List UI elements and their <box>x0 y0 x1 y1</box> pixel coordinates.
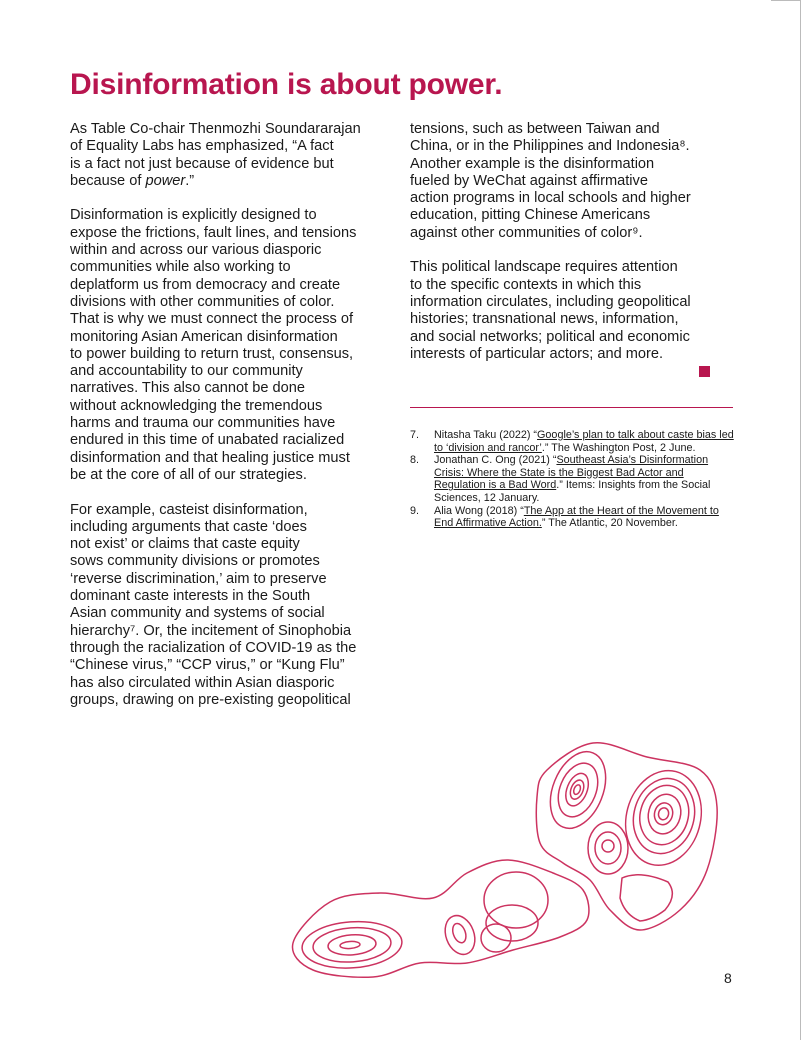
footnote-author: Alia Wong (2018) “ <box>434 504 524 517</box>
text-line: China, or in the Philippines and Indonesia⁸. <box>410 138 690 155</box>
footnote-author: Jonathan C. Ong (2021) “ <box>434 454 557 467</box>
footnote-link[interactable]: The App at the Heart of the Movement to End Affirmative Action. <box>434 504 719 530</box>
text-line: That is why we must connect the process of <box>70 311 354 328</box>
text-line: This political landscape requires attention <box>410 259 678 276</box>
text-line: through the racialization of COVID-19 as the <box>70 639 357 656</box>
end-mark-square <box>699 366 710 377</box>
text-line: histories; transnational news, information, <box>410 311 679 328</box>
text-line: action programs in local schools and higher <box>410 190 691 207</box>
footnote-source: .” The Washington Post, 2 June. <box>541 441 696 454</box>
footnote-divider <box>410 407 733 408</box>
contour-ring <box>440 911 480 958</box>
contour-ring <box>551 757 605 822</box>
text-line: and social networks; political and economic <box>410 328 690 345</box>
text-line: education, pitting Chinese Americans <box>410 207 651 224</box>
contour-ring <box>620 875 672 921</box>
text-line: endured in this time of unabated racialized <box>70 432 345 449</box>
text-line: communities while also working to <box>70 259 291 276</box>
left-column <box>70 121 361 709</box>
text-line: As Table Co-chair Thenmozhi Soundararajan <box>70 121 361 137</box>
contour-ring <box>595 832 621 864</box>
text-line: to the specific contexts in which this <box>410 276 642 293</box>
footnote-source: ” The Atlantic, 20 November. <box>541 517 678 530</box>
contour-ring <box>484 872 548 928</box>
text-line: expose the frictions, fault lines, and tensions <box>70 224 357 241</box>
footnote-7 <box>410 429 734 454</box>
paragraph-casteist-example <box>70 502 361 710</box>
text-line: information circulates, including geopolitical <box>410 293 691 310</box>
contour-map-illustration <box>280 730 740 990</box>
text-line: against other communities of color⁹. <box>410 224 643 241</box>
footnote-8 <box>410 454 734 504</box>
footnote-source: .” Items: Insights from the Social Sciences, 12 January. <box>434 479 711 504</box>
text-line: hierarchy⁷. Or, the incitement of Sinophobia <box>70 622 352 639</box>
contour-ring <box>644 791 685 838</box>
footnote-number: 9. <box>410 504 420 517</box>
footnote-link[interactable]: Southeast Asia’s Disinformation Crisis: Where the State is the Biggest Bad Actor and Regulation is a Bad Word <box>434 454 709 492</box>
emphasis-power: power <box>145 172 186 189</box>
footnotes <box>410 429 734 530</box>
paragraph-tensions <box>410 121 691 242</box>
text-line: For example, casteist disinformation, <box>70 501 308 518</box>
text-line: of Equality Labs has emphasized, “A fact <box>70 138 334 155</box>
contour-ring <box>572 784 581 796</box>
footnote-author: Nitasha Taku (2022) “ <box>434 429 538 441</box>
text-line: narratives. This also cannot be done <box>70 380 305 397</box>
paragraph-political-landscape <box>410 259 691 363</box>
text-line: without acknowledging the tremendous <box>70 397 323 414</box>
text-line: disinformation and that healing justice must <box>70 449 350 466</box>
footnote-9 <box>410 505 734 530</box>
text-segment: because of <box>70 172 146 189</box>
text-line: has also circulated within Asian diasporic <box>70 674 335 691</box>
text-segment: .” <box>185 172 195 189</box>
text-line: dominant caste interests in the South <box>70 588 311 605</box>
text-line: be at the core of all of our strategies. <box>70 466 307 483</box>
text-line: including arguments that caste ‘does <box>70 518 307 535</box>
text-line: sows community divisions or promotes <box>70 553 320 570</box>
text-line: groups, drawing on pre-existing geopolitical <box>70 691 351 708</box>
text-line: is a fact not just because of evidence but <box>70 155 334 172</box>
footnote-number: 7. <box>410 429 420 441</box>
contour-ring <box>312 925 392 964</box>
contour-ring <box>588 822 628 874</box>
text-line: Asian community and systems of social <box>70 605 325 622</box>
paragraph-intro-quote <box>70 121 361 190</box>
paragraph-disinformation-design <box>70 207 361 484</box>
text-line: fueled by WeChat against affirmative <box>410 172 648 189</box>
contour-ring <box>486 905 538 941</box>
contour-ring <box>301 918 404 971</box>
contour-ring <box>657 807 670 821</box>
text-line <box>70 173 361 190</box>
page-number: 8 <box>724 970 732 986</box>
contour-ring <box>450 922 468 945</box>
contour-ring <box>652 801 675 827</box>
text-line: ‘reverse discrimination,’ aim to preserve <box>70 570 327 587</box>
text-line: not exist’ or claims that caste equity <box>70 536 300 553</box>
page-edge-top <box>771 0 801 1</box>
text-line: deplatform us from democracy and create <box>70 276 341 293</box>
page-edge <box>800 0 801 1040</box>
text-line: harms and trauma our communities have <box>70 415 336 432</box>
text-line: Disinformation is explicitly designed to <box>70 207 317 224</box>
contour-ring <box>602 840 614 852</box>
page-title: Disinformation is about power. <box>70 68 503 101</box>
text-line: interests of particular actors; and more. <box>410 345 664 362</box>
text-line: tensions, such as between Taiwan and <box>410 121 660 137</box>
footnote-number: 8. <box>410 454 420 467</box>
text-line: and accountability to our community <box>70 363 303 380</box>
contour-outer-left <box>292 860 588 977</box>
text-line: Another example is the disinformation <box>410 155 655 172</box>
footnote-link[interactable]: Google’s plan to talk about caste bias led to ‘division and rancor’ <box>434 429 734 454</box>
contour-ring <box>340 941 360 949</box>
text-line: to power building to return trust, consensus, <box>70 345 354 362</box>
contour-ring <box>561 770 592 809</box>
right-column <box>410 121 691 363</box>
contour-ring <box>327 933 376 956</box>
text-line: divisions with other communities of color. <box>70 293 335 310</box>
text-line: “Chinese virus,” “CCP virus,” or “Kung Flu” <box>70 657 345 674</box>
text-line: within and across our various diasporic <box>70 242 322 259</box>
text-line: monitoring Asian American disinformation <box>70 328 338 345</box>
